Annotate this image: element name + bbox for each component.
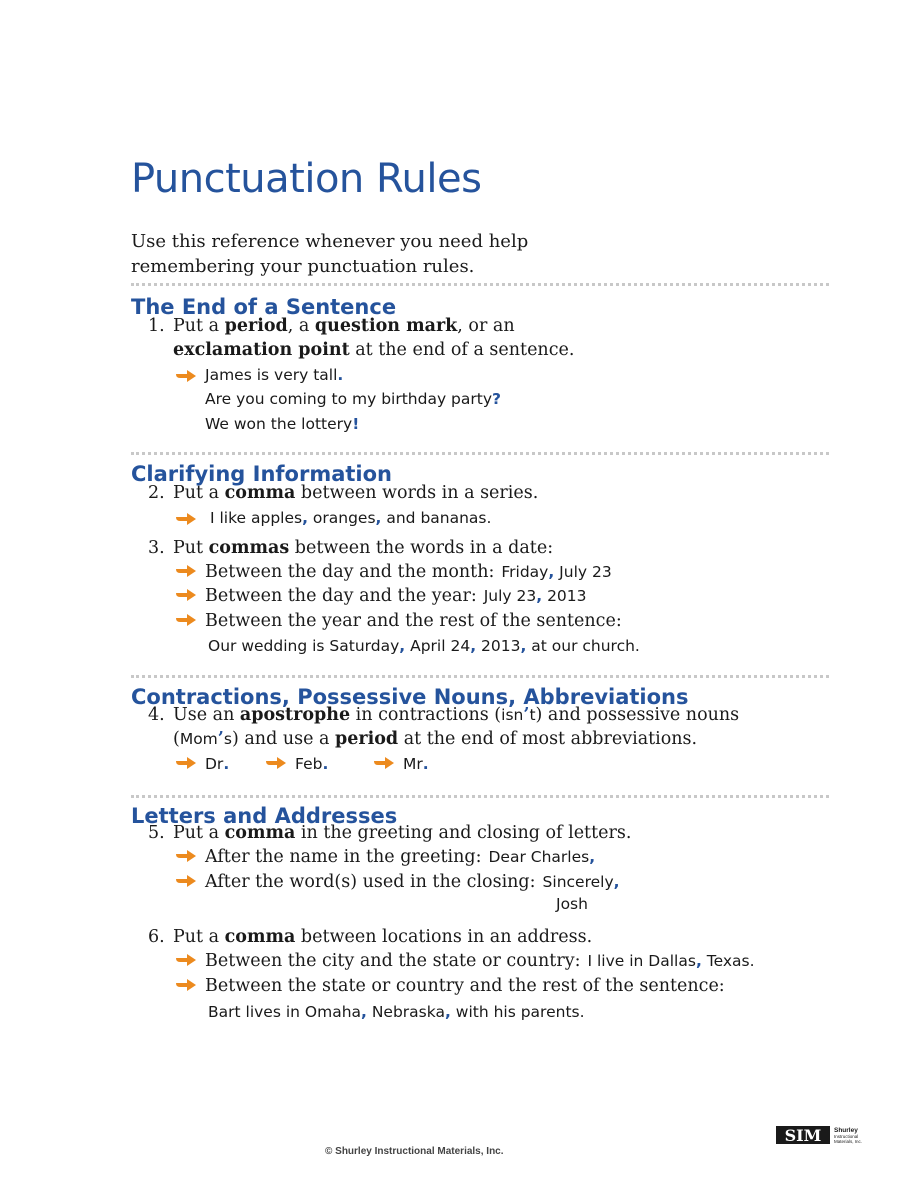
text-run: oranges [307, 509, 376, 527]
text-run: 2013 [476, 637, 521, 655]
sans-example-run: Mom [179, 730, 218, 748]
text-run: I live in Dallas [587, 952, 696, 970]
abbreviation-text [403, 755, 429, 773]
punctuation-mark: , [613, 873, 620, 891]
section-heading: Contractions, Possessive Nouns, Abbreviations [131, 685, 689, 709]
rule-text-line [173, 729, 697, 749]
rule-text-line [173, 340, 574, 360]
section-heading: Clarifying Information [131, 462, 393, 486]
punctuation-mark: ’ [523, 705, 530, 725]
punctuation-mark: , [375, 509, 382, 527]
text-run: Dr [205, 755, 224, 773]
orange-right-arrow-icon [175, 369, 197, 383]
text-run: at our church. [526, 637, 640, 655]
sub-rule-text: After the name in the greeting: [205, 847, 482, 867]
section-heading: Letters and Addresses [131, 804, 398, 828]
example-line [210, 509, 491, 527]
text-run: with his parents. [450, 1003, 585, 1021]
sub-rule-text: After the word(s) used in the closing: [205, 872, 536, 892]
example-inline [484, 587, 587, 605]
punctuation-mark: , [302, 509, 308, 527]
sub-rule-text: Between the day and the year: [205, 586, 477, 606]
rule-number: 4. [148, 705, 165, 725]
text-run: James is very tall [205, 366, 338, 384]
example-line [205, 390, 501, 408]
sub-rule-line [175, 562, 612, 582]
text-run: and bananas. [381, 509, 492, 527]
orange-right-arrow-icon [175, 756, 197, 770]
bold-term: commas [208, 538, 290, 558]
text-run: Friday [501, 563, 549, 581]
bold-term: comma [224, 823, 296, 843]
section-heading: The End of a Sentence [131, 295, 397, 319]
orange-right-arrow-icon [175, 849, 197, 863]
text-run: in contractions ( [350, 705, 502, 725]
dotted-divider [131, 283, 829, 286]
sans-example-run: isn [501, 706, 524, 724]
orange-right-arrow-icon [175, 588, 197, 602]
logo-mark: SIM [784, 1126, 822, 1145]
rule-text-line [173, 483, 538, 503]
text-run: ) and possessive nouns [535, 705, 740, 725]
logo-name-2: Instructional [834, 1134, 859, 1139]
sans-example-run: t [529, 706, 536, 724]
bold-term: exclamation point [173, 340, 350, 360]
abbreviation-example [373, 755, 429, 773]
punctuation-mark: , [520, 637, 527, 655]
abbreviation-example [265, 755, 328, 773]
text-run: Put a [173, 927, 225, 947]
sim-logo-icon [776, 1122, 868, 1148]
punctuation-mark: ’ [217, 729, 224, 749]
punctuation-mark: . [223, 755, 230, 773]
text-run: ( [173, 729, 180, 749]
text-run: Texas. [701, 952, 755, 970]
punctuation-mark: , [695, 952, 702, 970]
text-run: Feb [295, 755, 323, 773]
rule-number: 2. [148, 483, 165, 503]
sub-rule-text: Between the year and the rest of the sentence: [205, 611, 622, 631]
sub-rule-line [175, 586, 587, 606]
punctuation-mark: , [470, 637, 477, 655]
text-run: at the end of a sentence. [349, 340, 575, 360]
page-title: Punctuation Rules [131, 156, 482, 202]
example-inline [489, 848, 596, 866]
punctuation-mark: , [536, 587, 543, 605]
punctuation-mark: . [422, 755, 429, 773]
rule-text-line [173, 927, 592, 947]
punctuation-mark: , [444, 1003, 451, 1021]
text-run: Put [173, 538, 209, 558]
sub-rule-line [175, 611, 622, 631]
text-run: at the end of most abbreviations. [398, 729, 698, 749]
punctuation-mark: ! [352, 415, 360, 433]
example-line [208, 1003, 585, 1021]
bold-term: comma [224, 927, 296, 947]
copyright-footer: © Shurley Instructional Materials, Inc. [325, 1146, 504, 1157]
shurley-logo [776, 1122, 868, 1148]
text-run: Bart lives in Omaha [208, 1003, 362, 1021]
example-inline [543, 873, 620, 891]
rule-number: 5. [148, 823, 165, 843]
sans-example-run: s [223, 730, 232, 748]
example-line [205, 415, 359, 433]
example-inline [588, 952, 755, 970]
text-run: 2013 [542, 587, 587, 605]
rule-number: 1. [148, 316, 165, 336]
intro-line-2: remembering your punctuation rules. [131, 256, 475, 277]
rule-text-line [173, 316, 515, 336]
orange-right-arrow-icon [175, 978, 197, 992]
rule-number: 3. [148, 538, 165, 558]
example-line [208, 637, 640, 655]
sub-rule-line [175, 872, 620, 892]
text-run: July 23 [483, 587, 537, 605]
punctuation-mark: ? [492, 390, 502, 408]
orange-right-arrow-icon [373, 756, 395, 770]
text-run: Josh [556, 895, 588, 913]
orange-right-arrow-icon [175, 613, 197, 627]
sub-rule-line [175, 976, 725, 996]
text-run: , a [287, 316, 315, 336]
text-run: Are you coming to my birthday party [205, 390, 493, 408]
text-run: between locations in an address. [295, 927, 593, 947]
text-run: April 24 [405, 637, 471, 655]
example-line [205, 366, 343, 384]
dotted-divider [131, 452, 829, 455]
abbreviation-example [175, 755, 229, 773]
text-run: Mr [403, 755, 423, 773]
punctuation-mark: . [337, 366, 344, 384]
text-run: Put a [173, 823, 225, 843]
logo-name-3: Materials, Inc. [834, 1139, 863, 1144]
sub-rule-text: Between the state or country and the rest of the sentence: [205, 976, 725, 996]
bold-term: apostrophe [239, 705, 351, 725]
punctuation-mark: , [589, 848, 596, 866]
text-run: , or an [457, 316, 515, 336]
punctuation-mark: , [399, 637, 406, 655]
text-run: ) and use a [231, 729, 335, 749]
abbreviation-text [295, 755, 328, 773]
bold-term: question mark [314, 316, 458, 336]
punctuation-mark: , [548, 563, 555, 581]
bold-term: period [335, 729, 399, 749]
text-run: July 23 [554, 563, 612, 581]
text-run: between words in a series. [295, 483, 539, 503]
sub-rule-line [175, 951, 755, 971]
orange-right-arrow-icon [175, 953, 197, 967]
intro-line-1: Use this reference whenever you need help [131, 231, 529, 252]
abbreviation-text [205, 755, 229, 773]
text-run: I like apples [210, 509, 303, 527]
bold-term: period [224, 316, 288, 336]
rule-text-line [173, 823, 631, 843]
text-run: Our wedding is Saturday [208, 637, 400, 655]
punctuation-mark: . [322, 755, 329, 773]
orange-right-arrow-icon [175, 874, 197, 888]
punctuation-mark: , [361, 1003, 367, 1021]
example-line [556, 895, 588, 913]
rule-text-line [173, 538, 553, 558]
orange-right-arrow-icon [175, 512, 197, 526]
sub-rule-text: Between the city and the state or country: [205, 951, 581, 971]
text-run: between the words in a date: [289, 538, 554, 558]
rule-text-line [173, 705, 739, 725]
text-run: Nebraska [366, 1003, 445, 1021]
text-run: Sincerely [542, 873, 614, 891]
orange-right-arrow-icon [175, 564, 197, 578]
example-inline [501, 563, 611, 581]
text-run: in the greeting and closing of letters. [295, 823, 632, 843]
text-run: We won the lottery [205, 415, 353, 433]
sub-rule-line [175, 847, 595, 867]
text-run: Use an [173, 705, 240, 725]
text-run: Put a [173, 483, 225, 503]
bold-term: comma [224, 483, 296, 503]
logo-name-1: Shurley [834, 1127, 858, 1134]
text-run: Put a [173, 316, 225, 336]
dotted-divider [131, 675, 829, 678]
orange-right-arrow-icon [265, 756, 287, 770]
text-run: Dear Charles [488, 848, 590, 866]
dotted-divider [131, 795, 829, 798]
sub-rule-text: Between the day and the month: [205, 562, 495, 582]
rule-number: 6. [148, 927, 165, 947]
